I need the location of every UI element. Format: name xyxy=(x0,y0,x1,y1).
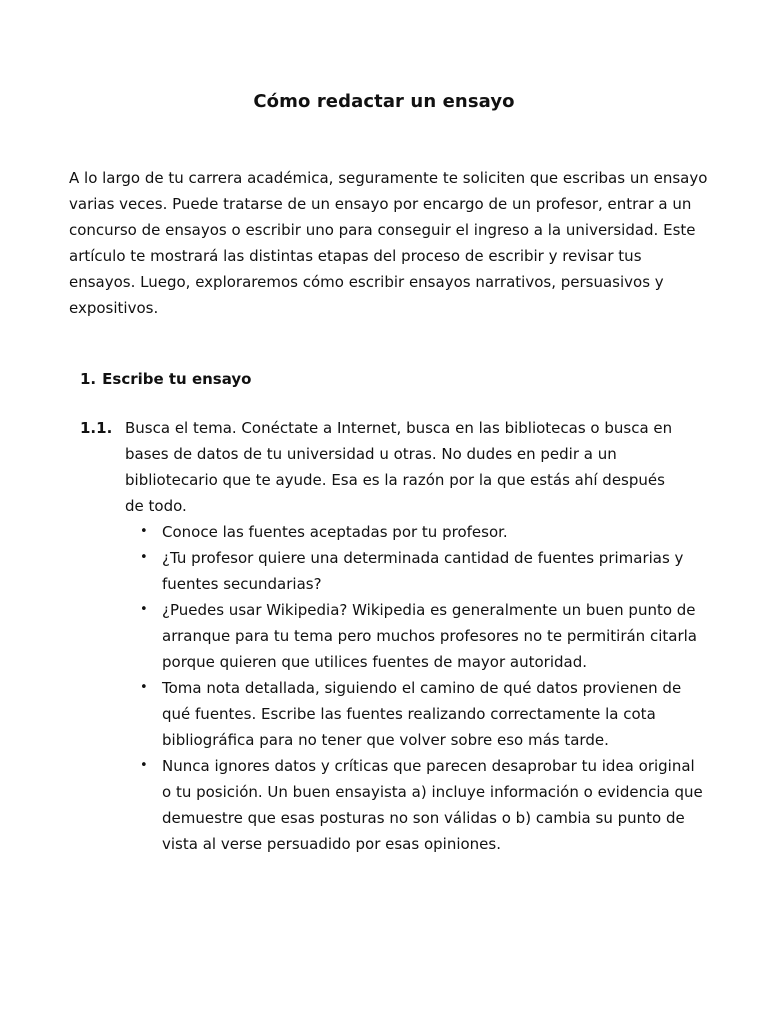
list-item-text: Toma nota detallada, siguiendo el camino de qué datos provienen de qué fuentes. Escribe las fuentes realizando correctamente la cota bibliográfica para no tener que volver sobre eso más tarde. xyxy=(162,679,682,749)
list-item xyxy=(140,545,704,597)
section-number: 1. xyxy=(80,370,97,388)
bullet-icon: • xyxy=(140,680,148,695)
intro-paragraph: A lo largo de tu carrera académica, seguramente te soliciten que escribas un ensayo varias veces. Puede tratarse de un ensayo por encargo de un profesor, entrar a un concurso de ensayos o escribir uno para conseguir el ingreso a la universidad. Este artículo te mostrará las distintas etapas del proceso de escribir y revisar tus ensayos. Luego, exploraremos cómo escribir ensayos narrativos, persuasivos y expositivos. xyxy=(69,169,708,317)
bullet-icon: • xyxy=(140,602,148,617)
list-item-text: Conoce las fuentes aceptadas por tu profesor. xyxy=(162,523,508,541)
section-heading-text: Escribe tu ensayo xyxy=(102,370,252,388)
subsection xyxy=(80,415,703,857)
list-item xyxy=(140,519,704,545)
section-heading xyxy=(80,366,251,392)
list-item xyxy=(140,597,704,675)
list-item-text: ¿Puedes usar Wikipedia? Wikipedia es generalmente un buen punto de arranque para tu tema pero muchos profesores no te permitirán citarla porque quieren que utilices fuentes de mayor autoridad. xyxy=(162,601,697,671)
bullet-icon: • xyxy=(140,758,148,773)
list-item-text: ¿Tu profesor quiere una determinada cantidad de fuentes primarias y fuentes secundarias? xyxy=(162,549,684,593)
list-item-text: Nunca ignores datos y críticas que parecen desaprobar tu idea original o tu posición. Un buen ensayista a) incluye información o evidencia que demuestre que esas posturas no son válidas o b) cambia su punto de vista al verse persuadido por esas opiniones. xyxy=(162,757,703,853)
subsection-text: Busca el tema. Conéctate a Internet, busca en las bibliotecas o busca en bases de datos de tu universidad u otras. No dudes en pedir a un bibliotecario que te ayude. Esa es la razón por la que estás ahí después de todo. xyxy=(125,419,673,515)
subsection-number: 1.1. xyxy=(80,419,113,437)
bullet-icon: • xyxy=(140,550,148,565)
bullet-list xyxy=(80,519,704,857)
document-title: Cómo redactar un ensayo xyxy=(253,91,515,112)
list-item xyxy=(140,675,704,753)
list-item xyxy=(140,753,704,857)
bullet-icon: • xyxy=(140,524,148,539)
